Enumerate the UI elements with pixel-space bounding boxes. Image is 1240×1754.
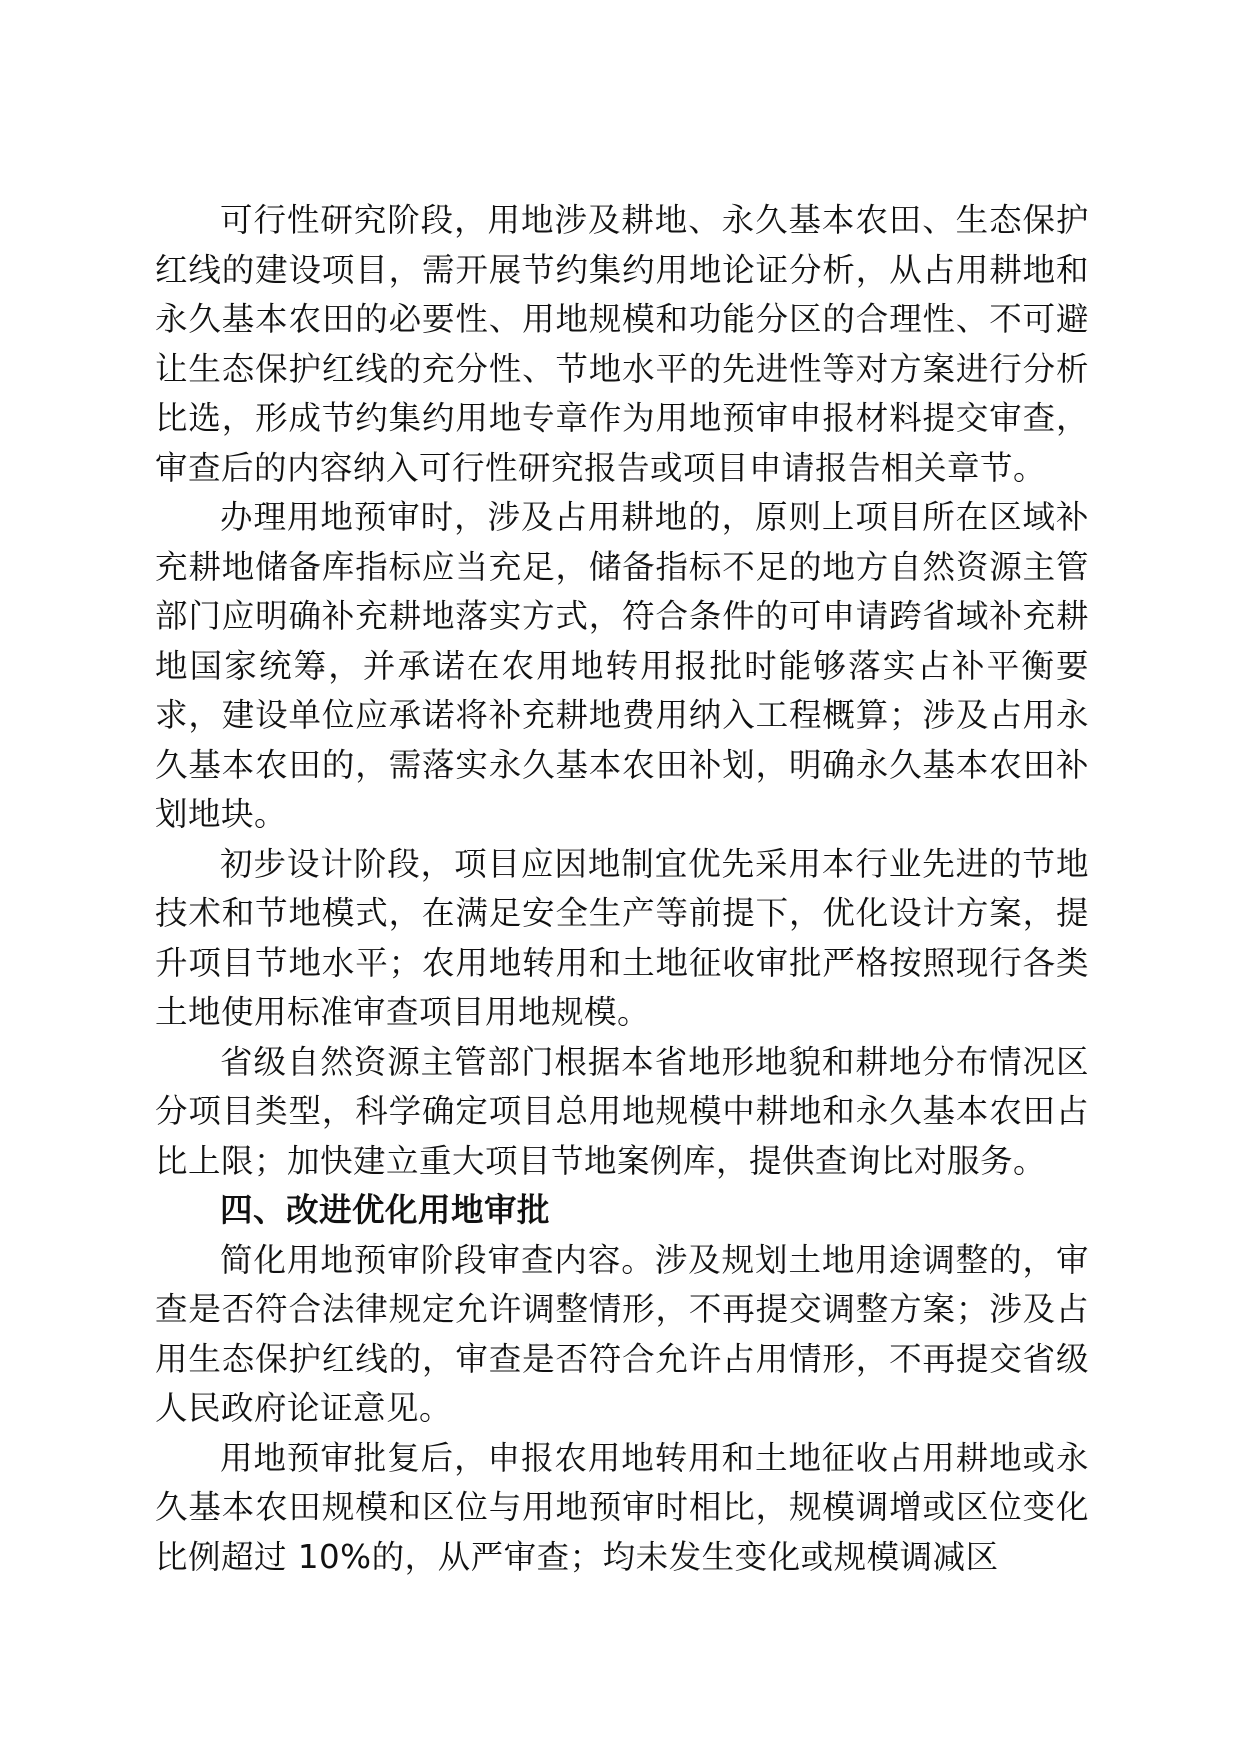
paragraph-preliminary-design: 初步设计阶段，项目应因地制宜优先采用本行业先进的节地技术和节地模式，在满足安全生产等前提下，优化设计方案，提升项目节地水平；农用地转用和土地征收审批严格按照现行各类土地使用标准审查项目用地规模。 bbox=[155, 844, 1089, 1031]
paragraph-provincial-authority: 省级自然资源主管部门根据本省地形地貌和耕地分布情况区分项目类型，科学确定项目总用地规模中耕地和永久基本农田占比上限；加快建立重大项目节地案例库，提供查询比对服务。 bbox=[155, 1042, 1089, 1180]
document-body bbox=[155, 196, 1089, 1582]
paragraph-land-pre-review: 办理用地预审时，涉及占用耕地的，原则上项目所在区域补充耕地储备库指标应当充足，储备指标不足的地方自然资源主管部门应明确补充耕地落实方式，符合条件的可申请跨省域补充耕地国家统筹，并承诺在农用地转用报批时能够落实占补平衡要求，建设单位应承诺将补充耕地费用纳入工程概算；涉及占用永久基本农田的，需落实永久基本农田补划，明确永久基本农田补划地块。 bbox=[155, 498, 1089, 833]
section-heading: 四、改进优化用地审批 bbox=[220, 1191, 551, 1229]
paragraph-post-approval: 用地预审批复后，申报农用地转用和土地征收占用耕地或永久基本农田规模和区位与用地预审时相比，规模调增或区位变化比例超过 10%的，从严审查；均未发生变化或规模调减区 bbox=[155, 1438, 1089, 1576]
paragraph-feasibility-study: 可行性研究阶段，用地涉及耕地、永久基本农田、生态保护红线的建设项目，需开展节约集约用地论证分析，从占用耕地和永久基本农田的必要性、用地规模和功能分区的合理性、不可避让生态保护红线的充分性、节地水平的先进性等对方案进行分析比选，形成节约集约用地专章作为用地预审申报材料提交审查，审查后的内容纳入可行性研究报告或项目申请报告相关章节。 bbox=[155, 201, 1089, 487]
paragraph-simplify-review: 简化用地预审阶段审查内容。涉及规划土地用途调整的，审查是否符合法律规定允许调整情形，不再提交调整方案；涉及占用生态保护红线的，审查是否符合允许占用情形，不再提交省级人民政府论证意见。 bbox=[155, 1240, 1089, 1427]
